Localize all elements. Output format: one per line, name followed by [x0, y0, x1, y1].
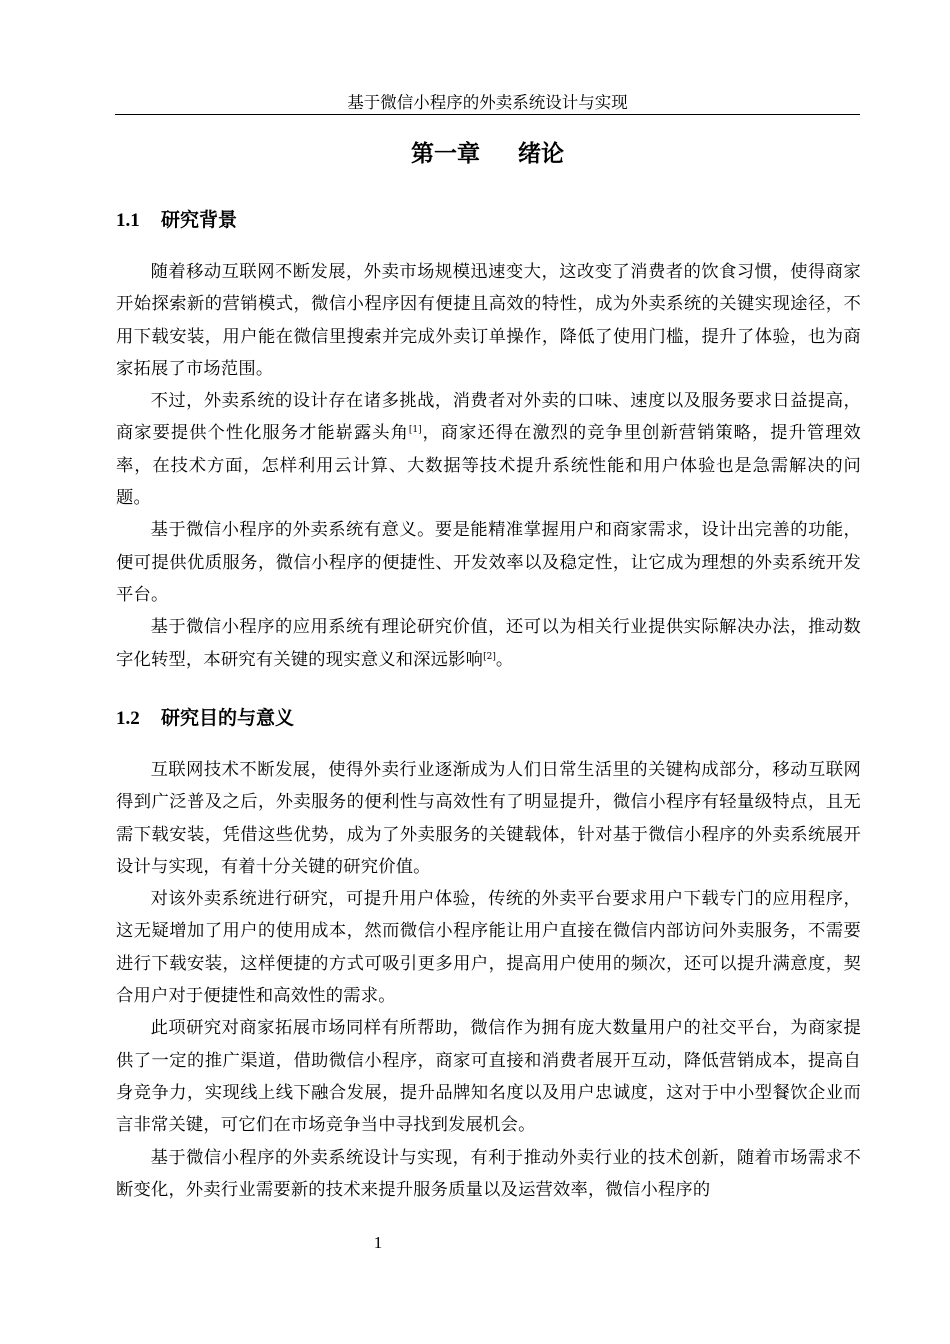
paragraph: 随着移动互联网不断发展，外卖市场规模迅速变大，这改变了消费者的饮食习惯，使得商家开始探索新的营销模式，微信小程序因有便捷且高效的特性，成为外卖系统的关键实现途径，不用下载安装，用户能在微信里搜索并完成外卖订单操作，降低了使用门槛，提升了体验，也为商家拓展了市场范围。 [116, 262, 861, 379]
page-number: 1 [373, 1233, 383, 1252]
paragraph: 基于微信小程序的外卖系统设计与实现，有利于推动外卖行业的技术创新，随着市场需求不断变化，外卖行业需要新的技术来提升服务质量以及运营效率，微信小程序的 [116, 1147, 861, 1200]
citation-ref: [1] [408, 425, 422, 436]
paragraph [116, 611, 861, 676]
section-1-1-body [116, 256, 861, 676]
paragraph: 基于微信小程序的外卖系统有意义。要是能精准掌握用户和商家需求，设计出完善的功能，便可提供优质服务，微信小程序的便捷性、开发效率以及稳定性，让它成为理想的外卖系统开发平台。 [116, 520, 861, 605]
section-title: 研究目的与意义 [161, 707, 295, 729]
section-title: 研究背景 [161, 209, 238, 231]
paragraph-text: ，商家还得在激烈的竞争里创新营销策略，提升管理效率，在技术方面，怎样利用云计算、大数据等技术提升系统性能和用户体验也是急需解决的问题。 [116, 423, 861, 509]
paragraph: 对该外卖系统进行研究，可提升用户体验，传统的外卖平台要求用户下载专门的应用程序，这无疑增加了用户的使用成本，然而微信小程序能让用户直接在微信内部访问外卖服务，不需要进行下载安装，这样便捷的方式可吸引更多用户，提高用户使用的频次，还可以提升满意度，契合用户对于便捷性和高效性的需求。 [116, 889, 861, 1007]
section-number: 1.1 [116, 210, 140, 231]
chapter-title [115, 138, 860, 170]
section-number: 1.2 [116, 708, 140, 729]
section-heading-1-2 [116, 705, 294, 732]
running-header-title: 基于微信小程序的外卖系统设计与实现 [347, 93, 628, 112]
chapter-number-label: 第一章 [411, 141, 480, 167]
paragraph-text: 不过，外卖系统的设计存在诸多挑战，消费者对外卖的口味、速度以及服务要求日益提高，商家要提供个性化服务才能崭露头角 [116, 391, 861, 444]
citation-ref: [2] [483, 651, 496, 662]
paragraph [116, 385, 861, 514]
paragraph: 互联网技术不断发展，使得外卖行业逐渐成为人们日常生活里的关键构成部分，移动互联网得到广泛普及之后，外卖服务的便利性与高效性有了明显提升，微信小程序有轻量级特点，且无需下载安装，凭借这些优势，成为了外卖服务的关键载体，针对基于微信小程序的外卖系统展开设计与实现，有着十分关键的研究价值。 [116, 760, 861, 877]
section-heading-1-1 [116, 207, 237, 234]
chapter-title-text: 绪论 [518, 141, 564, 167]
running-header [115, 92, 860, 115]
paragraph: 此项研究对商家拓展市场同样有所帮助，微信作为拥有庞大数量用户的社交平台，为商家提供了一定的推广渠道，借助微信小程序，商家可直接和消费者展开互动，降低营销成本，提高自身竞争力，实现线上线下融合发展，提升品牌知名度以及用户忠诚度，这对于中小型餐饮企业而言非常关键，可它们在市场竞争当中寻找到发展机会。 [116, 1018, 861, 1136]
paragraph-text: 。 [495, 649, 514, 670]
section-1-2-body [116, 754, 861, 1206]
paragraph-text: 基于微信小程序的应用系统有理论研究价值，还可以为相关行业提供实际解决办法，推动数字化转型，本研究有关键的现实意义和深远影响 [116, 617, 861, 670]
